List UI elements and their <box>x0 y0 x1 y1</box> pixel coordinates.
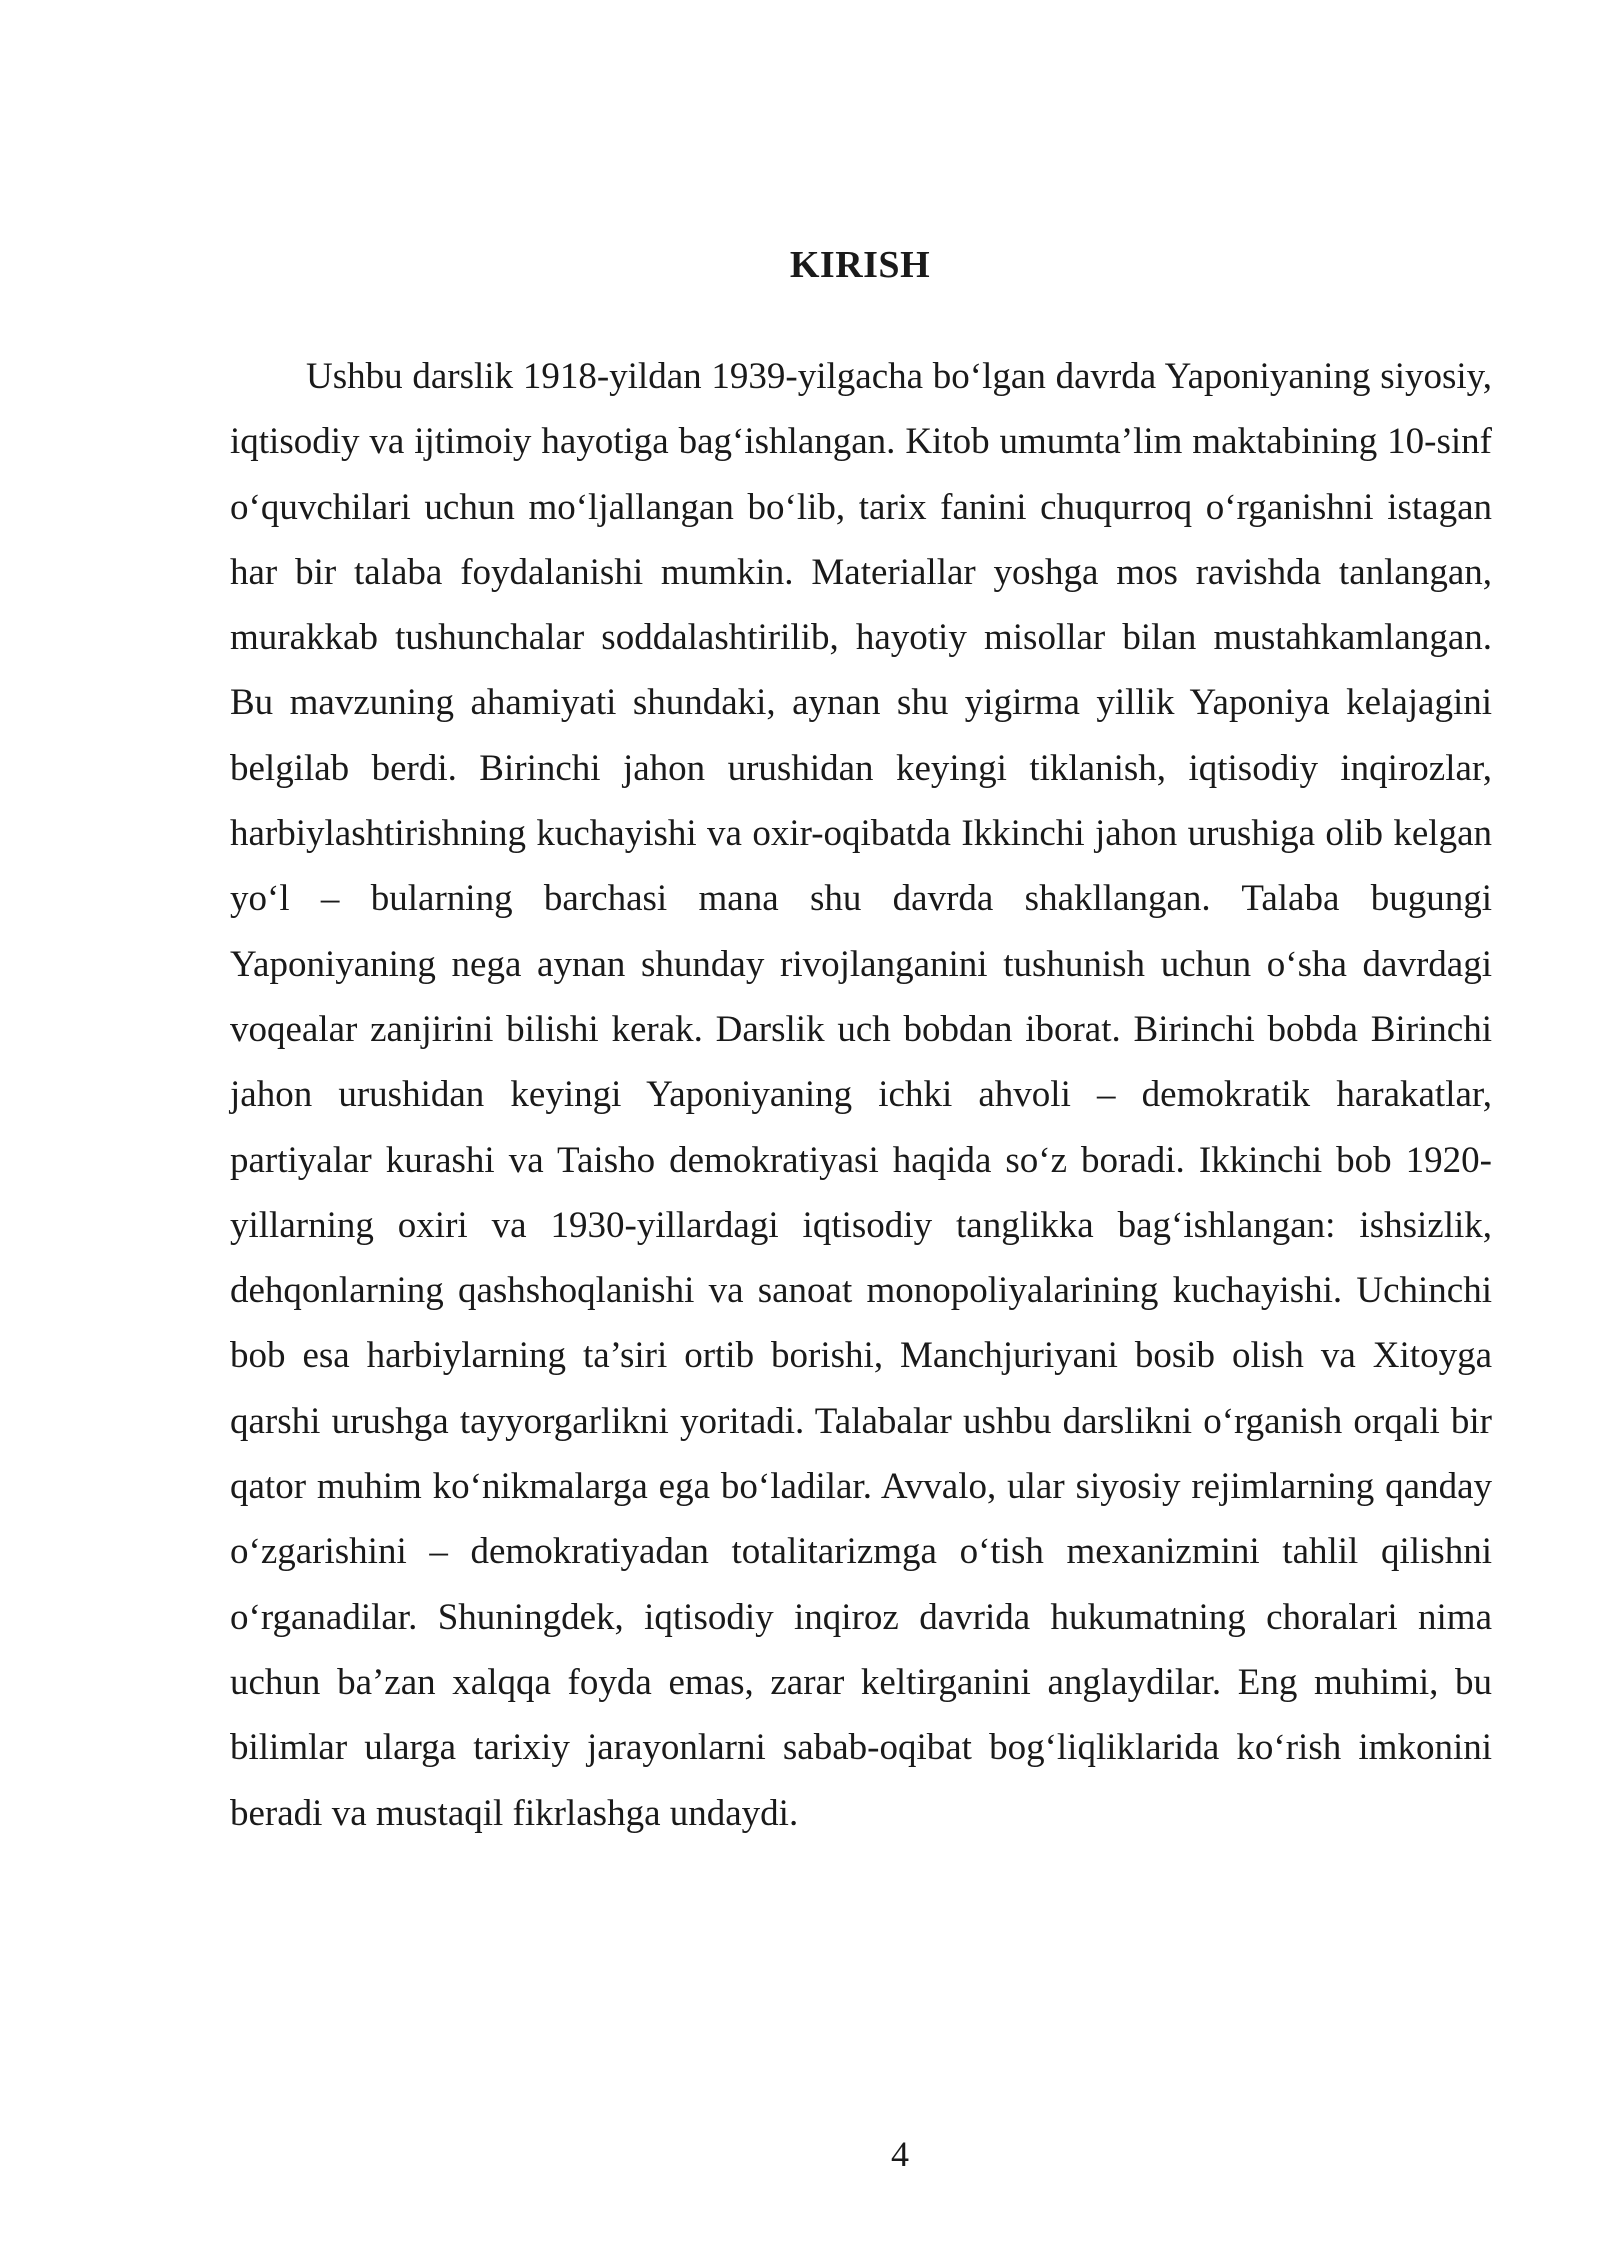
page-number: 4 <box>891 2134 909 2174</box>
chapter-title: KIRISH <box>789 244 931 287</box>
body-paragraph: Ushbu darslik 1918-yildan 1939-yilgacha bo‘lgan davrda Yaponiyaning siyosiy, iqtisodiy va ijtimoiy hayotiga bag‘ishlangan. Kitob umumta’lim maktabining 10-sinf o‘quvchilari uchun mo‘ljallangan bo‘lib, tarix fanini chuqurroq o‘rganishni istagan har bir talaba foydalanishi mumkin. Materiallar yoshga mos ravishda tanlangan, murakkab tushunchalar soddalashtirilib, hayotiy misollar bilan mustahkamlangan. Bu mavzuning ahamiyati shundaki, aynan shu yigirma yillik Yaponiya kelajagini belgilab berdi. Birinchi jahon urushidan keyingi tiklanish, iqtisodiy inqirozlar, harbiylashtirishning kuchayishi va oxir-oqibatda Ikkinchi jahon urushiga olib kelgan yo‘l – bularning barchasi mana shu davrda shakllangan. Talaba bugungi Yaponiyaning nega aynan shunday rivojlanganini tushunish uchun o‘sha davrdagi voqealar zanjirini bilishi kerak. Darslik uch bobdan iborat. Birinchi bobda Birinchi jahon urushidan keyingi Yaponiyaning ichki ahvoli – demokratik harakatlar, partiyalar kurashi va Taisho demokratiyasi haqida so‘z boradi. Ikkinchi bob 1920-yillarning oxiri va 1930-yillardagi iqtisodiy tanglikka bag‘ishlangan: ishsizlik, dehqonlarning qashshoqlanishi va sanoat monopoliyalarining kuchayishi. Uchinchi bob esa harbiylarning ta’siri ortib borishi, Manchjuriyani bosib olish va Xitoyga qarshi urushga tayyorgarlikni yoritadi. Talabalar ushbu darslikni o‘rganish orqali bir qator muhim ko‘nikmalarga ega bo‘ladilar. Avvalo, ular siyosiy rejimlarning qanday o‘zgarishini – demokratiyadan totalitarizmga o‘tish mexanizmini tahlil qilishni o‘rganadilar. Shuningdek, iqtisodiy inqiroz davrida hukumatning choralari nima uchun ba’zan xalqqa foyda emas, zarar keltirganini anglaydilar. Eng muhimi, bu bilimlar ularga tarixiy jarayonlarni sabab-oqibat bog‘liqliklarida ko‘rish imkonini beradi va mustaqil fikrlashga undaydi. <box>230 356 1492 1834</box>
